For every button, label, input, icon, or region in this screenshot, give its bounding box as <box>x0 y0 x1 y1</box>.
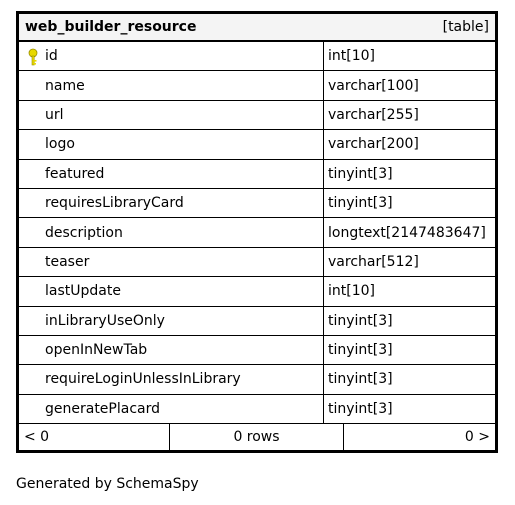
column-name-text: logo <box>45 136 75 153</box>
table-kind: [table] <box>442 19 489 35</box>
column-name-text: teaser <box>45 253 90 270</box>
table-row <box>19 130 495 159</box>
column-type: tinyint[3] <box>328 165 393 182</box>
column-name-text: inLibraryUseOnly <box>45 312 165 329</box>
column-name <box>19 248 324 276</box>
column-type: int[10] <box>328 48 375 65</box>
table-footer <box>19 424 495 450</box>
table-name: web_builder_resource <box>25 19 197 35</box>
column-name <box>19 277 324 305</box>
column-type: longtext[2147483647] <box>328 224 486 241</box>
column-name-text: requiresLibraryCard <box>45 195 184 212</box>
column-name <box>19 160 324 188</box>
column-name-text: featured <box>45 165 105 182</box>
table-row <box>19 71 495 100</box>
schema-table <box>16 11 498 453</box>
column-name <box>19 336 324 364</box>
table-row <box>19 101 495 130</box>
table-header <box>19 14 495 42</box>
column-name <box>19 218 324 246</box>
column-name-text: generatePlacard <box>45 400 161 417</box>
column-type: tinyint[3] <box>328 312 393 329</box>
column-name-text: openInNewTab <box>45 342 148 359</box>
column-name-text: id <box>45 48 58 65</box>
column-list <box>19 42 495 424</box>
column-type: varchar[512] <box>328 253 419 270</box>
table-row <box>19 365 495 394</box>
generated-by-label: Generated by SchemaSpy <box>16 476 199 492</box>
table-row <box>19 336 495 365</box>
column-type: tinyint[3] <box>328 342 393 359</box>
column-type: varchar[255] <box>328 106 419 123</box>
column-type: int[10] <box>328 283 375 300</box>
column-name <box>19 130 324 158</box>
column-type: varchar[100] <box>328 77 419 94</box>
table-row <box>19 160 495 189</box>
column-name-text: url <box>45 106 64 123</box>
column-type: varchar[200] <box>328 136 419 153</box>
column-name-text: name <box>45 77 85 94</box>
table-row <box>19 42 495 71</box>
column-type: tinyint[3] <box>328 371 393 388</box>
column-name <box>19 307 324 335</box>
footer-prev: < 0 <box>19 424 170 450</box>
column-type: tinyint[3] <box>328 400 393 417</box>
table-row <box>19 189 495 218</box>
table-row <box>19 277 495 306</box>
column-name <box>19 42 324 70</box>
table-row <box>19 248 495 277</box>
column-name <box>19 71 324 99</box>
column-name-text: description <box>45 224 123 241</box>
column-name <box>19 395 324 423</box>
column-type: tinyint[3] <box>328 195 393 212</box>
column-name <box>19 101 324 129</box>
column-name <box>19 189 324 217</box>
column-name-text: lastUpdate <box>45 283 121 300</box>
column-name-text: requireLoginUnlessInLibrary <box>45 371 241 388</box>
footer-rows: 0 rows <box>170 424 344 450</box>
table-row <box>19 395 495 424</box>
column-name <box>19 365 324 393</box>
table-row <box>19 307 495 336</box>
table-row <box>19 218 495 247</box>
primary-key-icon <box>27 48 39 66</box>
footer-next: 0 > <box>464 429 490 446</box>
